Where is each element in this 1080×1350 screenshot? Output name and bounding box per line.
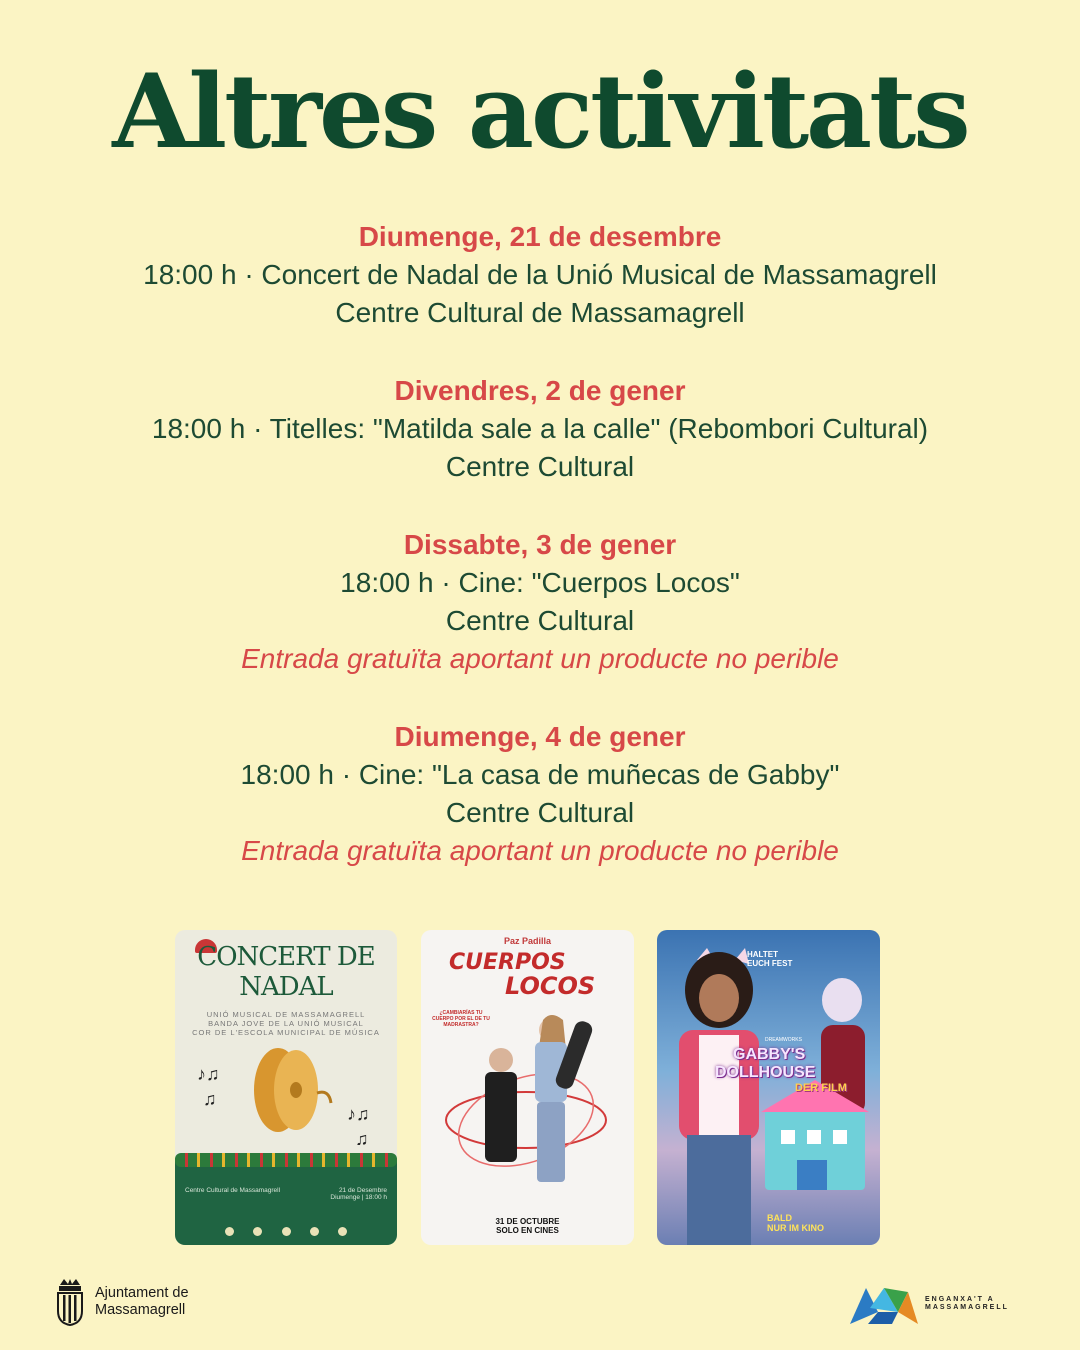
sponsor-logo-icon bbox=[310, 1227, 319, 1236]
poster-cast bbox=[747, 950, 792, 968]
svg-text:♪♫: ♪♫ bbox=[347, 1104, 370, 1124]
poster-cast-line: HALTET bbox=[747, 950, 778, 959]
concert-poster-title bbox=[175, 942, 397, 1002]
concert-venue: Centre Cultural de Massamagrell bbox=[185, 1187, 281, 1194]
concert-subtitle-line: UNIÓ MUSICAL DE MASSAMAGRELL bbox=[206, 1010, 366, 1019]
sponsor-logo-icon bbox=[225, 1227, 234, 1236]
poster-brand: Paz Padilla bbox=[503, 936, 552, 946]
event-item bbox=[0, 526, 1080, 678]
poster-title-line: GABBY'S bbox=[733, 1046, 806, 1063]
tourism-logo bbox=[848, 1282, 1009, 1326]
poster-tagline: ¿CAMBIARÍAS TU CUERPO POR EL DE TU MADRASTRA? bbox=[432, 1010, 490, 1028]
event-description: 18:00 h · Cine: "La casa de muñecas de Gabby" bbox=[240, 759, 840, 790]
event-date: Diumenge, 4 de gener bbox=[394, 721, 686, 752]
svg-text:♪♫: ♪♫ bbox=[197, 1064, 220, 1084]
concert-poster-subtitle bbox=[175, 1010, 397, 1037]
poster-release bbox=[767, 1213, 824, 1233]
cymbals-icon bbox=[175, 1035, 397, 1145]
event-note: Entrada gratuïta aportant un producte no perible bbox=[241, 643, 839, 674]
concert-subtitle-line: BANDA JOVE DE LA UNIÓ MUSICAL bbox=[208, 1019, 364, 1028]
concert-title-line: CONCERT DE bbox=[197, 942, 375, 972]
event-list bbox=[0, 218, 1080, 870]
concert-date: 21 de Desembre bbox=[338, 1187, 387, 1194]
event-place: Centre Cultural bbox=[445, 451, 635, 482]
poster-gallery bbox=[0, 930, 1080, 1245]
town-hall-name-line: Massamagrell bbox=[95, 1302, 186, 1318]
concert-title-line: NADAL bbox=[239, 972, 333, 1002]
sponsor-logo-icon bbox=[282, 1227, 291, 1236]
gabbys-dollhouse-poster[interactable] bbox=[657, 930, 880, 1245]
event-note: Entrada gratuïta aportant un producte no perible bbox=[241, 835, 839, 866]
event-description: 18:00 h · Cine: "Cuerpos Locos" bbox=[340, 567, 740, 598]
poster-subtitle: DER FILM bbox=[795, 1082, 847, 1094]
event-item bbox=[0, 718, 1080, 870]
concert-time: Diumenge | 18:00 h bbox=[330, 1194, 387, 1201]
event-date: Dissabte, 3 de gener bbox=[403, 529, 677, 560]
poster-studio: DREAMWORKS bbox=[765, 1037, 802, 1043]
event-description: 18:00 h · Titelles: "Matilda sale a la calle" (Rebombori Cultural) bbox=[151, 413, 929, 444]
tourism-slogan-line: MASSAMAGRELL bbox=[925, 1304, 1009, 1311]
massamagrell-m-icon bbox=[848, 1282, 920, 1326]
poster-release bbox=[421, 1217, 634, 1235]
sponsor-logos bbox=[225, 1227, 347, 1237]
tourism-slogan-line: ENGANXA'T A bbox=[925, 1296, 995, 1303]
poster-release-line: SOLO EN CINES bbox=[496, 1226, 559, 1235]
event-description: 18:00 h · Concert de Nadal de la Unió Musical de Massamagrell bbox=[143, 259, 937, 290]
sponsor-logo-icon bbox=[338, 1227, 347, 1236]
town-hall-logo bbox=[54, 1277, 189, 1327]
poster-title bbox=[715, 1046, 815, 1082]
tourism-slogan bbox=[925, 1296, 1009, 1312]
svg-text:♫: ♫ bbox=[355, 1129, 369, 1145]
event-place: Centre Cultural bbox=[445, 605, 635, 636]
svg-text:♫: ♫ bbox=[203, 1089, 217, 1109]
poster-title-line: CUERPOS bbox=[449, 950, 566, 975]
event-item bbox=[0, 372, 1080, 486]
event-date: Diumenge, 21 de desembre bbox=[358, 221, 722, 252]
poster-release-line: 31 DE OCTUBRE bbox=[495, 1217, 560, 1226]
cuerpos-locos-poster[interactable] bbox=[421, 930, 634, 1245]
poster-cast-line: EUCH FEST bbox=[747, 959, 793, 968]
event-place: Centre Cultural de Massamagrell bbox=[335, 297, 745, 328]
poster-title-line: LOCOS bbox=[505, 972, 596, 1000]
movie-characters-illustration bbox=[421, 1010, 634, 1210]
page-title: Altres activitats bbox=[112, 52, 968, 172]
town-hall-name bbox=[95, 1285, 189, 1319]
garland-decoration bbox=[175, 1153, 397, 1167]
concert-poster-info bbox=[185, 1187, 387, 1201]
event-place: Centre Cultural bbox=[445, 797, 635, 828]
sponsor-logo-icon bbox=[253, 1227, 262, 1236]
concert-poster[interactable] bbox=[175, 930, 397, 1245]
town-hall-name-line: Ajuntament de bbox=[95, 1285, 189, 1301]
event-date: Divendres, 2 de gener bbox=[394, 375, 686, 406]
coat-of-arms-icon bbox=[54, 1277, 86, 1327]
poster-release-line: BALD bbox=[767, 1213, 792, 1223]
event-item bbox=[0, 218, 1080, 332]
poster-title-line: DOLLHOUSE bbox=[715, 1064, 816, 1081]
concert-subtitle-line: COR DE L'ESCOLA MUNICIPAL DE MÚSICA bbox=[192, 1028, 380, 1037]
poster-release-line: NUR IM KINO bbox=[767, 1223, 824, 1233]
